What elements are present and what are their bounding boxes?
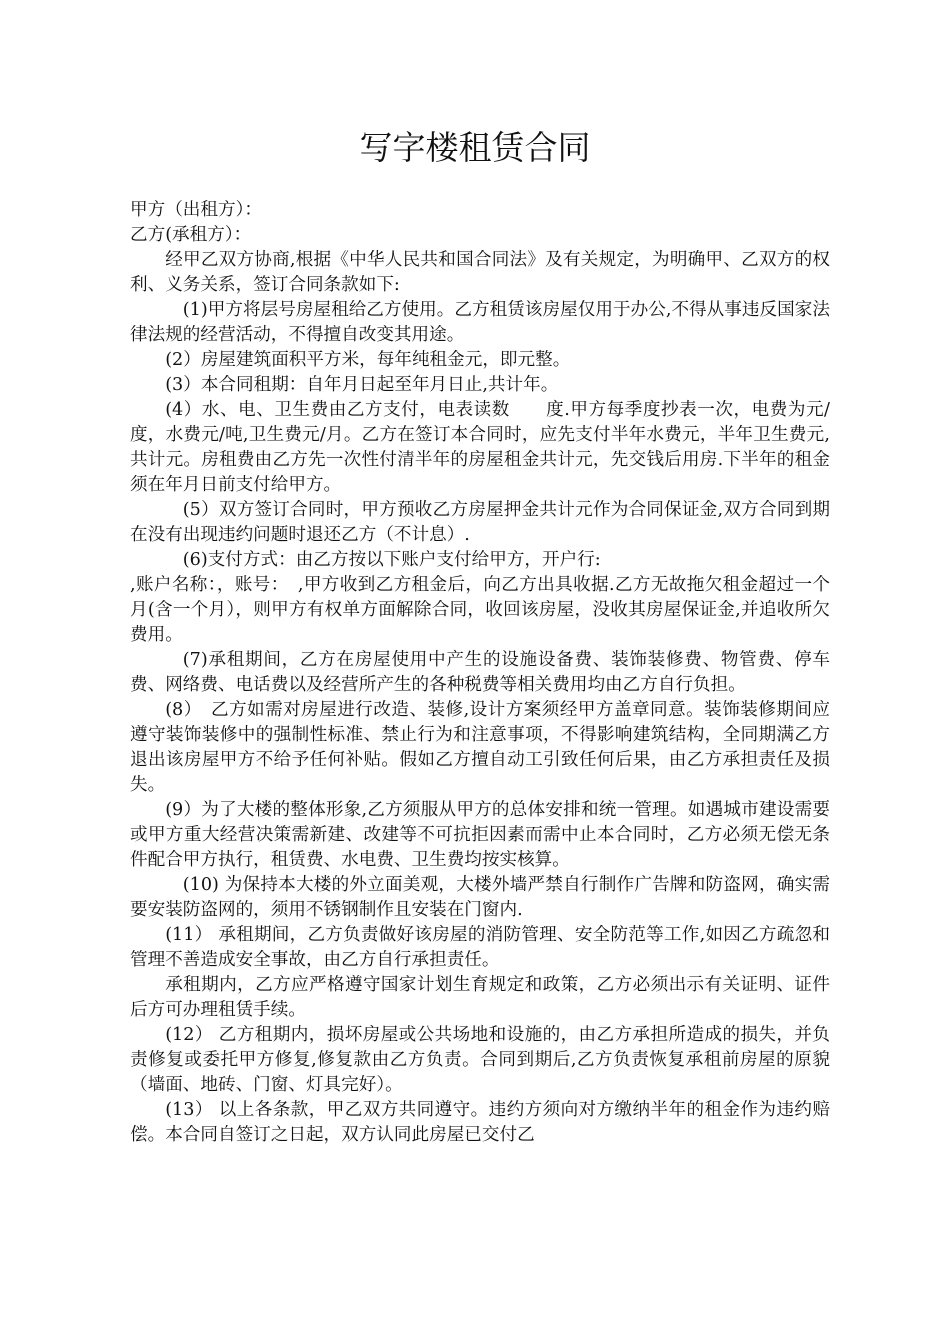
contract-paragraph: (11） 承租期间，乙方负责做好该房屋的消防管理、安全防范等工作,如因乙方疏忽和管理不善造成安全事故，由乙方自行承担责任。 [130,925,830,970]
contract-paragraph: (8） 乙方如需对房屋进行改造、装修,设计方案须经甲方盖章同意。装饰装修期间应遵守装饰装修中的强制性标准、禁止行为和注意事项，不得影响建筑结构，全同期满乙方退出该房屋甲方不给予任何补贴。假如乙方擅自动工引致任何后果，由乙方承担责任及损失。 [130,700,830,795]
contract-paragraph: 承租期内，乙方应严格遵守国家计划生育规定和政策，乙方必须出示有关证明、证件后方可办理租赁手续。 [130,975,830,1020]
contract-paragraph: (9）为了大楼的整体形象,乙方须服从甲方的总体安排和统一管理。如遇城市建设需要或甲方重大经营决策需新建、改建等不可抗拒因素而需中止本合同时，乙方必须无偿无条件配合甲方执行，租赁费、水电费、卫生费均按实核算。 [130,800,830,870]
contract-paragraph: (5）双方签订合同时，甲方预收乙方房屋押金共计元作为合同保证金,双方合同到期在没有出现违约问题时退还乙方（不计息）. [130,500,830,545]
contract-paragraph: (1)甲方将层号房屋租给乙方使用。乙方租赁该房屋仅用于办公,不得从事违反国家法律法规的经营活动，不得擅自改变其用途。 [130,300,830,345]
contract-paragraph: (4）水、电、卫生费由乙方支付，电表读数 度.甲方每季度抄表一次，电费为元/度，水费元/吨,卫生费元/月。乙方在签订本合同时，应先支付半年水费元，半年卫生费元,共计元。房租费由乙方先一次性付清半年的房屋租金共计元，先交钱后用房.下半年的租金须在年月日前支付给甲方。 [130,400,830,495]
contract-paragraph: 甲方（出租方）： [130,200,262,220]
document-title: 写字楼租赁合同 [359,128,591,167]
contract-paragraph: (6)支付方式：由乙方按以下账户支付给甲方，开户行: [182,550,601,570]
contract-paragraph: (3）本合同租期：自年月日起至年月日止,共计年。 [165,375,559,395]
contract-paragraph: ,账户名称：，账号： ,甲方收到乙方租金后，向乙方出具收据.乙方无故拖欠租金超过一个月(含一个月），则甲方有权单方面解除合同，收回该房屋，没收其房屋保证金,并追收所欠费用。 [130,575,830,645]
contract-paragraph: 乙方(承租方）： [130,225,252,245]
contract-paragraph: (12） 乙方租期内，损坏房屋或公共场地和设施的，由乙方承担所造成的损失，并负责修复或委托甲方修复,修复款由乙方负责。合同到期后,乙方负责恢复承租前房屋的原貌（墙面、地砖、门窗、灯具完好）。 [130,1025,830,1095]
contract-paragraph: 经甲乙双方协商,根据《中华人民共和国合同法》及有关规定，为明确甲、乙双方的权利、义务关系，签订合同条款如下: [130,250,830,295]
contract-body [130,198,830,1148]
contract-paragraph: (7)承租期间，乙方在房屋使用中产生的设施设备费、装饰装修费、物管费、停车费、网络费、电话费以及经营所产生的各种税费等相关费用均由乙方自行负担。 [130,650,830,695]
contract-paragraph: (13） 以上各条款，甲乙双方共同遵守。违约方须向对方缴纳半年的租金作为违约赔偿。本合同自签订之日起，双方认同此房屋已交付乙 [130,1100,830,1145]
contract-paragraph: (10) 为保持本大楼的外立面美观，大楼外墙严禁自行制作广告牌和防盗网，确实需要安装防盗网的，须用不锈钢制作且安装在门窗内. [130,875,830,920]
contract-paragraph: (2）房屋建筑面积平方米，每年纯租金元，即元整。 [165,350,571,370]
